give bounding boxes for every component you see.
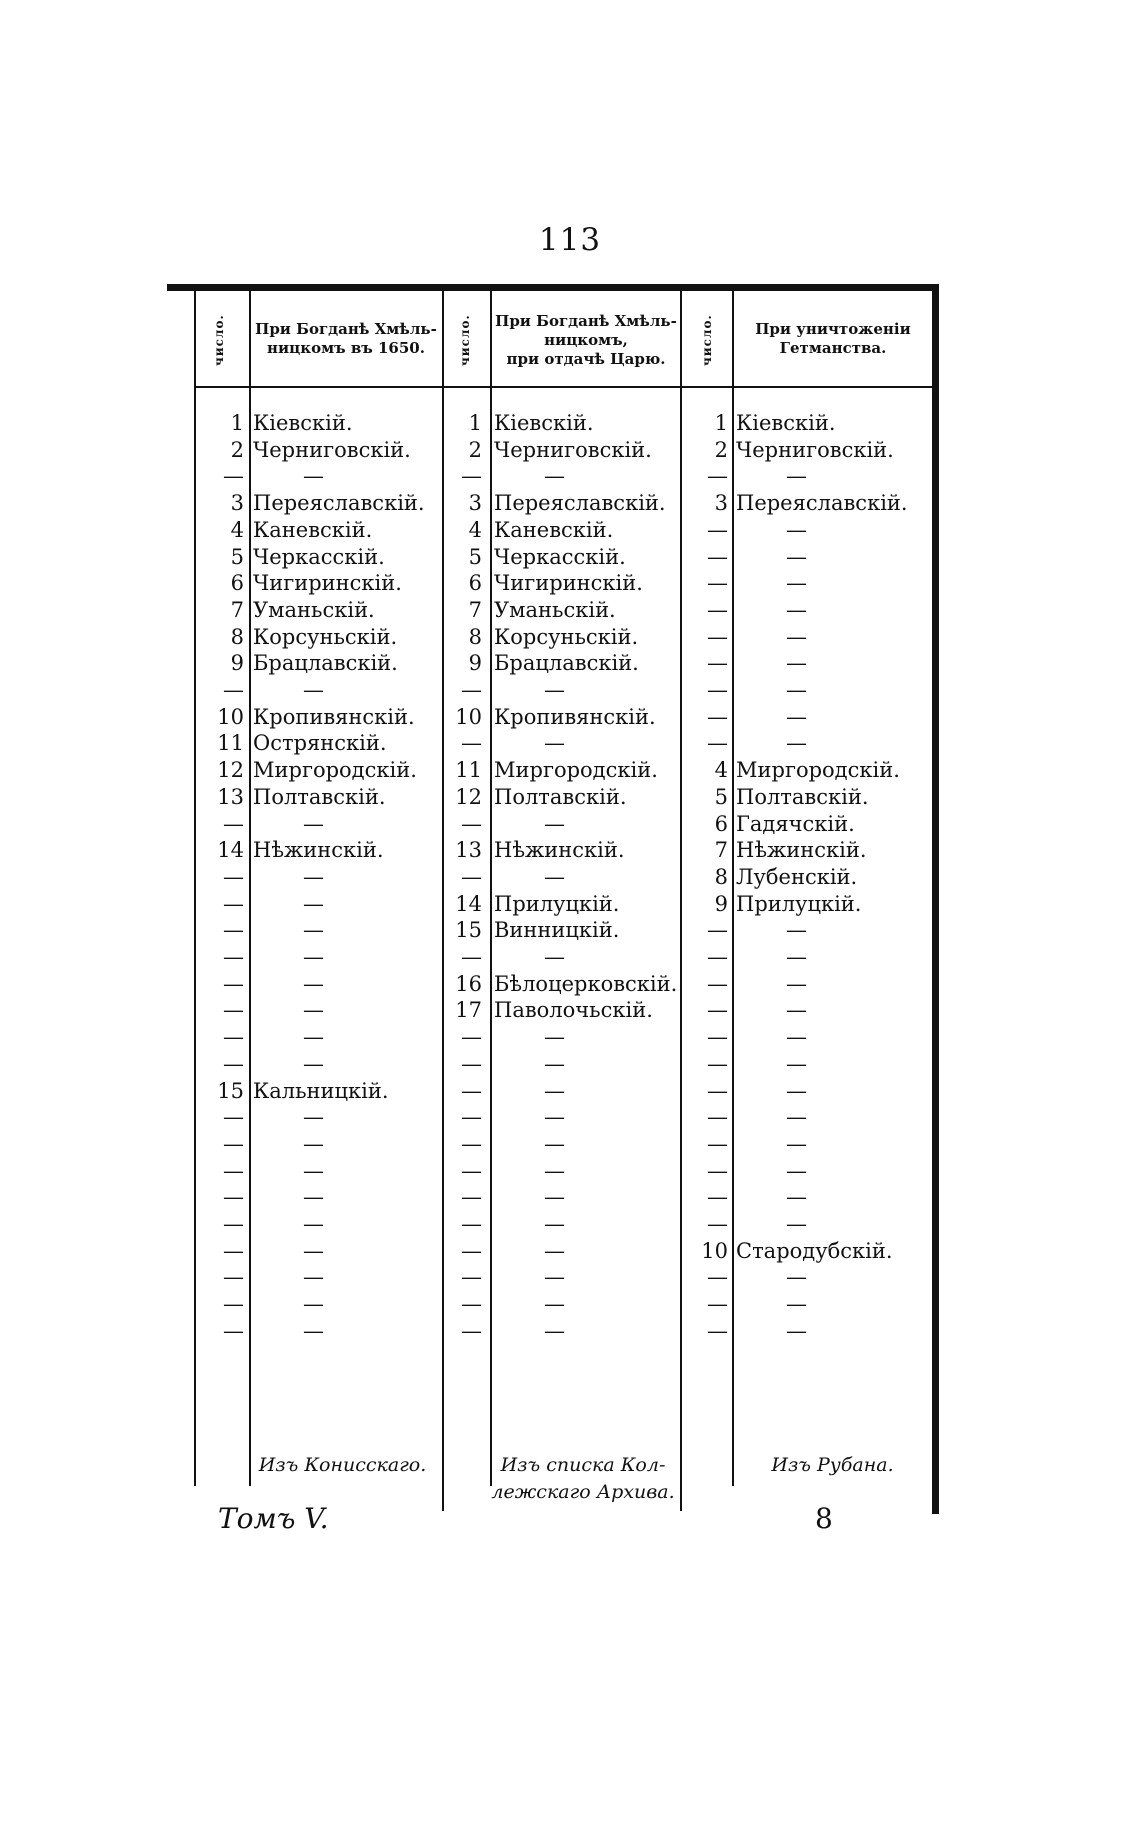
regiment-name: — xyxy=(786,678,807,702)
regiment-name: — xyxy=(544,1318,565,1343)
regiment-name: — xyxy=(786,1292,807,1317)
regiment-name: — xyxy=(303,464,324,489)
row-number: 6 xyxy=(468,571,482,596)
regiment-name: — xyxy=(544,1265,565,1290)
regiment-name: Черниговскій. xyxy=(253,437,411,462)
regiment-name: Каневскій. xyxy=(253,517,373,542)
row-number: — xyxy=(707,1318,728,1343)
regiment-name: — xyxy=(544,464,565,489)
regiment-name: — xyxy=(544,945,565,969)
row-number: 6 xyxy=(714,811,728,836)
regiment-name: — xyxy=(303,1318,324,1343)
regiment-name: — xyxy=(303,1025,324,1050)
regiment-name: — xyxy=(786,1185,807,1210)
regiment-name: — xyxy=(544,1158,565,1183)
table-right-rule xyxy=(932,284,939,1514)
row-number: — xyxy=(223,1185,244,1210)
row-number: — xyxy=(707,1212,728,1236)
regiment-name: — xyxy=(303,1265,324,1290)
regiment-name: Черниговскій. xyxy=(736,437,894,462)
column-header-1650: При Богданѣ Хмѣль- ницкомъ въ 1650. xyxy=(255,320,437,357)
regiment-name: Черкасскій. xyxy=(253,544,385,569)
regiment-name: Переяславскій. xyxy=(736,491,908,516)
regiment-name: — xyxy=(303,1212,324,1236)
regiment-name: Черкасскій. xyxy=(494,544,626,569)
regiment-name: — xyxy=(303,1185,324,1210)
regiment-name: Чигиринскій. xyxy=(494,571,643,596)
row-number: — xyxy=(461,1212,482,1236)
num-header-3: число. xyxy=(700,314,714,366)
regiment-name: — xyxy=(786,1105,807,1130)
row-number: 4 xyxy=(468,517,482,542)
row-number: — xyxy=(461,945,482,969)
row-number: — xyxy=(707,1105,728,1130)
table-top-rule xyxy=(167,284,937,291)
row-number: 4 xyxy=(714,758,728,783)
row-number: — xyxy=(707,678,728,702)
row-number: 11 xyxy=(455,758,482,783)
row-number: 5 xyxy=(468,544,482,569)
regiment-name: — xyxy=(544,678,565,702)
row-number: — xyxy=(223,1318,244,1343)
row-number: — xyxy=(461,1105,482,1130)
regiment-name: — xyxy=(544,1238,565,1263)
regiment-name: Уманьскій. xyxy=(494,597,616,622)
row-number: — xyxy=(707,731,728,756)
row-number: 1 xyxy=(714,411,728,435)
row-number: 7 xyxy=(468,597,482,622)
row-number: 12 xyxy=(455,784,482,809)
regiment-name: Переяславскій. xyxy=(253,491,425,516)
source-collegium-archive: Изъ списка Кол- лежскаго Архива. xyxy=(491,1454,675,1503)
row-number: — xyxy=(707,1131,728,1156)
row-number: 4 xyxy=(230,517,244,542)
row-number: — xyxy=(707,918,728,943)
row-number: 5 xyxy=(714,784,728,809)
row-number: 3 xyxy=(714,491,728,516)
regiment-name: Миргородскій. xyxy=(736,758,900,783)
regiment-name: Стародубскій. xyxy=(736,1238,893,1263)
page-number: 113 xyxy=(538,222,602,258)
regiment-name: Переяславскій. xyxy=(494,491,666,516)
row-number: 13 xyxy=(455,838,482,863)
col1-num-divider xyxy=(249,291,251,1486)
regiment-name: — xyxy=(303,998,324,1023)
row-number: — xyxy=(461,1185,482,1210)
regiment-name: — xyxy=(786,1131,807,1156)
regiment-name: — xyxy=(544,731,565,756)
volume-label: Томъ V. xyxy=(218,1502,329,1535)
row-number: — xyxy=(223,864,244,889)
regiment-name: Кропивянскій. xyxy=(253,704,415,729)
row-number: 9 xyxy=(468,651,482,676)
regiment-name: — xyxy=(786,544,807,569)
regiment-name: Кальницкій. xyxy=(253,1078,389,1103)
regiment-name: Миргородскій. xyxy=(494,758,658,783)
regiment-name: Нѣжинскій. xyxy=(494,838,625,863)
regiment-name: Брацлавскій. xyxy=(494,651,639,676)
regiment-name: — xyxy=(786,1025,807,1050)
row-number: — xyxy=(223,1158,244,1183)
row-number: — xyxy=(707,544,728,569)
regiment-name: — xyxy=(786,624,807,649)
column-header-tsar: При Богданѣ Хмѣль- ницкомъ, при отдачѣ Царю. xyxy=(495,312,677,368)
row-number: 17 xyxy=(455,998,482,1023)
row-number: — xyxy=(461,1051,482,1076)
regiment-name: Прилуцкій. xyxy=(736,891,862,916)
regiment-name: Каневскій. xyxy=(494,517,614,542)
regiment-name: — xyxy=(786,704,807,729)
row-number: — xyxy=(223,1051,244,1076)
regiment-name: — xyxy=(303,1051,324,1076)
row-number: — xyxy=(223,678,244,702)
row-number: — xyxy=(707,1025,728,1050)
row-number: — xyxy=(707,1185,728,1210)
row-number: — xyxy=(461,1318,482,1343)
row-number: — xyxy=(461,1131,482,1156)
row-number: 13 xyxy=(217,784,244,809)
regiment-name: — xyxy=(786,651,807,676)
row-number: — xyxy=(707,971,728,996)
regiment-name: Кропивянскій. xyxy=(494,704,656,729)
regiment-name: — xyxy=(786,998,807,1023)
header-bottom-rule xyxy=(196,386,932,388)
row-number: 2 xyxy=(230,437,244,462)
table-left-rule xyxy=(194,291,196,1486)
row-number: 8 xyxy=(714,864,728,889)
row-number: 11 xyxy=(217,731,244,756)
regiment-name: — xyxy=(544,1051,565,1076)
regiment-name: — xyxy=(786,1078,807,1103)
row-number: 1 xyxy=(468,411,482,435)
source-koniskiy: Изъ Конисскаго. xyxy=(258,1454,427,1476)
row-number: — xyxy=(223,811,244,836)
row-number: 3 xyxy=(468,491,482,516)
row-number: — xyxy=(223,918,244,943)
regiment-name: Корсуньскій. xyxy=(494,624,639,649)
row-number: — xyxy=(461,1158,482,1183)
row-number: — xyxy=(707,464,728,489)
regiment-name: — xyxy=(544,1185,565,1210)
row-number: 7 xyxy=(230,597,244,622)
regiment-name: — xyxy=(303,1238,324,1263)
row-number: — xyxy=(461,1238,482,1263)
regiment-name: — xyxy=(303,1105,324,1130)
regiment-name: — xyxy=(786,1318,807,1343)
row-number: — xyxy=(461,1078,482,1103)
regiment-name: Лубенскій. xyxy=(736,864,858,889)
row-number: — xyxy=(707,1051,728,1076)
row-number: 3 xyxy=(230,491,244,516)
regiment-name: Кіевскій. xyxy=(736,411,836,435)
regiment-name: — xyxy=(786,731,807,756)
regiment-name: Корсуньскій. xyxy=(253,624,398,649)
row-number: 15 xyxy=(455,918,482,943)
row-number: 7 xyxy=(714,838,728,863)
row-number: 8 xyxy=(230,624,244,649)
row-number: 15 xyxy=(217,1078,244,1103)
regiment-name: — xyxy=(786,597,807,622)
row-number: — xyxy=(223,1212,244,1236)
regiment-name: Полтавскій. xyxy=(253,784,386,809)
regiment-name: Винницкій. xyxy=(494,918,620,943)
regiment-name: Черниговскій. xyxy=(494,437,652,462)
regiment-name: — xyxy=(303,1131,324,1156)
regiment-name: — xyxy=(544,1025,565,1050)
regiment-name: — xyxy=(303,1292,324,1317)
regiment-name: — xyxy=(303,1158,324,1183)
regiment-name: — xyxy=(786,464,807,489)
row-number: 10 xyxy=(701,1238,728,1263)
regiment-name: — xyxy=(303,971,324,996)
regiment-name: — xyxy=(786,1212,807,1236)
regiment-name: Полтавскій. xyxy=(494,784,627,809)
regiment-name: — xyxy=(303,864,324,889)
regiment-name: — xyxy=(786,571,807,596)
col3-num-divider xyxy=(732,291,734,1486)
row-number: — xyxy=(707,998,728,1023)
row-number: 2 xyxy=(714,437,728,462)
regiment-name: — xyxy=(544,1292,565,1317)
row-number: — xyxy=(461,678,482,702)
row-number: — xyxy=(223,1238,244,1263)
regiment-name: — xyxy=(786,918,807,943)
row-number: — xyxy=(707,651,728,676)
source-ruban: Изъ Рубана. xyxy=(771,1454,894,1476)
row-number: — xyxy=(707,517,728,542)
row-number: — xyxy=(707,1292,728,1317)
row-number: 16 xyxy=(455,971,482,996)
regiment-name: — xyxy=(786,517,807,542)
regiment-name: — xyxy=(303,945,324,969)
num-header-2: число. xyxy=(458,314,472,366)
row-number: — xyxy=(707,704,728,729)
column-header-abolition: При уничтоженіи Гетманства. xyxy=(755,320,911,357)
regiment-name: — xyxy=(786,945,807,969)
row-number: 10 xyxy=(217,704,244,729)
row-number: — xyxy=(461,864,482,889)
regiment-name: — xyxy=(786,1051,807,1076)
row-number: — xyxy=(223,891,244,916)
regiment-name: — xyxy=(544,1105,565,1130)
regiment-name: Гадячскій. xyxy=(736,811,855,836)
row-number: — xyxy=(223,998,244,1023)
row-number: — xyxy=(461,731,482,756)
regiment-name: Кіевскій. xyxy=(494,411,594,435)
regiment-name: — xyxy=(303,678,324,702)
row-number: 9 xyxy=(714,891,728,916)
row-number: 8 xyxy=(468,624,482,649)
row-number: — xyxy=(223,464,244,489)
regiment-name: Паволочьскій. xyxy=(494,998,653,1023)
row-number: — xyxy=(223,971,244,996)
row-number: — xyxy=(461,464,482,489)
row-number: — xyxy=(707,624,728,649)
row-number: — xyxy=(707,1265,728,1290)
row-number: 1 xyxy=(230,411,244,435)
regiment-name: — xyxy=(303,891,324,916)
row-number: — xyxy=(707,1078,728,1103)
col1-col2-divider xyxy=(442,291,444,1511)
signature-mark: 8 xyxy=(815,1502,833,1535)
row-number: — xyxy=(461,1265,482,1290)
regiment-name: Нѣжинскій. xyxy=(736,838,867,863)
row-number: — xyxy=(461,1025,482,1050)
regiment-name: Прилуцкій. xyxy=(494,891,620,916)
regiment-name: Нѣжинскій. xyxy=(253,838,384,863)
row-number: 5 xyxy=(230,544,244,569)
regiment-name: Полтавскій. xyxy=(736,784,869,809)
row-number: — xyxy=(223,1265,244,1290)
regiment-name: Уманьскій. xyxy=(253,597,375,622)
num-header-1: число. xyxy=(212,314,226,366)
regiment-name: — xyxy=(544,864,565,889)
row-number: — xyxy=(461,811,482,836)
regiment-name: — xyxy=(786,971,807,996)
regiment-name: — xyxy=(544,1078,565,1103)
regiment-name: — xyxy=(786,1158,807,1183)
regiment-name: Бѣлоцерковскій. xyxy=(494,971,678,996)
row-number: — xyxy=(223,1105,244,1130)
row-number: 14 xyxy=(217,838,244,863)
row-number: — xyxy=(707,945,728,969)
regiment-name: Чигиринскій. xyxy=(253,571,402,596)
regiment-name: — xyxy=(544,1212,565,1236)
regiment-name: Брацлавскій. xyxy=(253,651,398,676)
row-number: — xyxy=(707,597,728,622)
regiment-name: — xyxy=(303,918,324,943)
row-number: 6 xyxy=(230,571,244,596)
regiment-name: Миргородскій. xyxy=(253,758,417,783)
row-number: 2 xyxy=(468,437,482,462)
row-number: — xyxy=(223,945,244,969)
regiment-name: Острянскій. xyxy=(253,731,387,756)
row-number: 10 xyxy=(455,704,482,729)
row-number: — xyxy=(223,1025,244,1050)
regiment-name: — xyxy=(303,811,324,836)
col2-col3-divider xyxy=(680,291,682,1511)
row-number: — xyxy=(707,1158,728,1183)
regiment-name: Кіевскій. xyxy=(253,411,353,435)
col2-num-divider xyxy=(490,291,492,1486)
regiment-name: — xyxy=(544,811,565,836)
row-number: 12 xyxy=(217,758,244,783)
row-number: — xyxy=(707,571,728,596)
regiment-name: — xyxy=(544,1131,565,1156)
row-number: 9 xyxy=(230,651,244,676)
row-number: — xyxy=(461,1292,482,1317)
row-number: — xyxy=(223,1292,244,1317)
regiment-name: — xyxy=(786,1265,807,1290)
row-number: 14 xyxy=(455,891,482,916)
row-number: — xyxy=(223,1131,244,1156)
